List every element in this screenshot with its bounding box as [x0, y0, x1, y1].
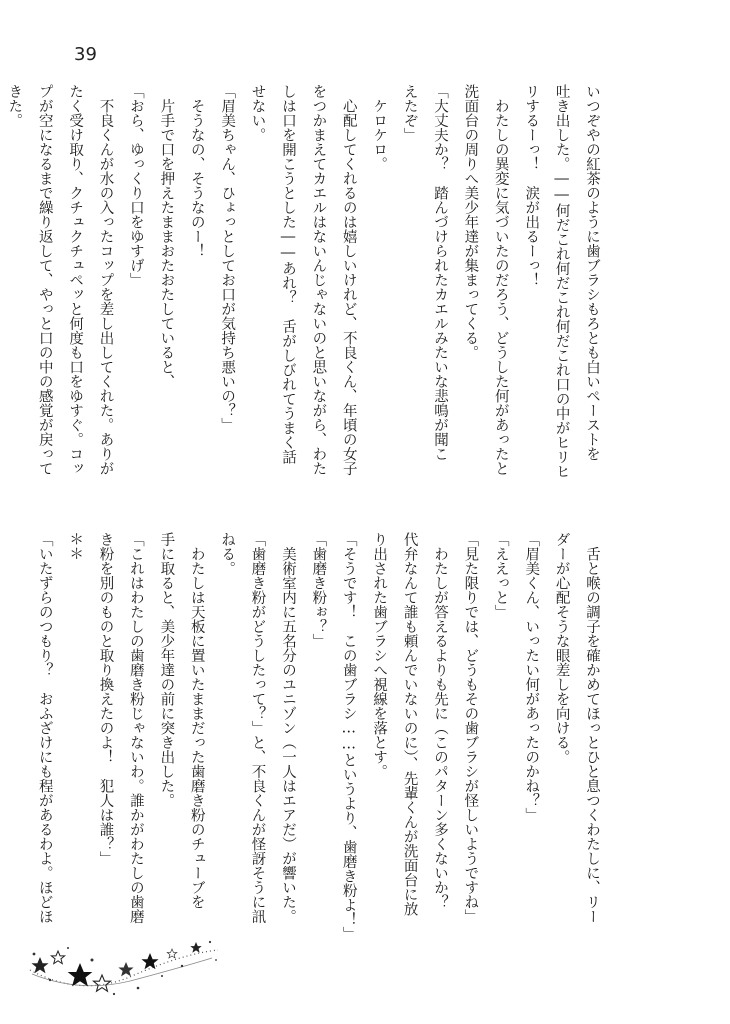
text-column: ねる。 [219, 532, 236, 576]
text-column: 「大丈夫か？ 踏んづけられたカエルみたいな悲鳴が聞こ [431, 84, 448, 461]
text-column: きた。 [6, 84, 23, 128]
text-column: わたしが答えるよりも先に（このパターン多くないか？ [431, 532, 448, 909]
text-column: 舌と喉の調子を確かめてほっとひと息つくわたしに、リー [584, 532, 600, 924]
text-column: 「見た限りでは、どうもその歯ブラシが怪しいようですね」 [462, 532, 479, 924]
text-column: たく受け取り、クチュクチュペッと何度も口をゆすぐ。コッ [67, 84, 84, 476]
text-column: 「眉美くん、いったい何があったのかね？」 [523, 532, 540, 822]
text-column: り出された歯ブラシへ視線を落とす。 [371, 532, 388, 779]
text-column: 吐き出した。――何だこれ何だこれ何だこれ口の中がヒリヒ [553, 84, 570, 479]
star-ornament-icon [22, 936, 222, 1008]
text-column: いつぞやの紅茶のように歯ブラシもろとも白いペーストを [584, 84, 600, 461]
text-column: 「歯磨き粉ぉ？」 [310, 532, 327, 648]
text-column: わたしは天板に置いたままだった歯磨き粉のチューブを [188, 532, 205, 909]
text-column: 「おら、ゆっくり口をゆすげ」 [127, 84, 144, 287]
upper-text-block [6, 84, 607, 502]
text-column: 「ええっと」 [492, 532, 509, 619]
text-column: き粉を別のものと取り換えたのよ！ 犯人は誰？」 [97, 532, 114, 866]
text-column: 不良くんが水の入ったコップを差し出してくれた。ありが [97, 84, 114, 476]
text-column: えたぞ」 [401, 84, 418, 142]
text-column: をつかまえてカエルはないんじゃないのと思いながら、わた [310, 84, 327, 476]
text-column: ＊＊ [67, 532, 84, 561]
page-number: 39 [74, 44, 97, 65]
text-column: 心配してくれるのは嬉しいけれど、不良くん、年頃の女子 [340, 84, 357, 476]
text-column: 「いたずらのつもり？ おふざけにも程があるわよ。ほどほ [36, 532, 53, 924]
lower-text-block [36, 532, 607, 941]
text-column: 手に取ると、美少年達の前に突き出した。 [158, 532, 175, 808]
text-column: 代弁なんて誰も頼んでいないのに）、先輩くんが洗面台に放 [401, 532, 418, 917]
text-column: せない。 [249, 84, 266, 142]
text-column: 「これはわたしの歯磨き粉じゃないわ。誰かがわたしの歯磨 [127, 532, 144, 924]
text-column: 「眉美ちゃん、ひょっとしてお口が気持ち悪いの？」 [219, 84, 236, 432]
text-column: 洗面台の周りへ美少年達が集まってくる。 [462, 84, 479, 360]
text-column: プが空になるまで繰り返して、やっと口の中の感覚が戻って [36, 84, 53, 476]
text-column: 片手で口を押えたままおたおたしていると、 [158, 84, 175, 389]
text-column: リするーっ！ 涙が出るーっ！ [523, 84, 540, 287]
text-column: 「歯磨き粉がどうしたって？」と、不良くんが怪訝そうに訊 [249, 532, 266, 924]
text-column: 「そうです！ この歯ブラシ……というより、歯磨き粉よ！」 [340, 532, 357, 941]
text-column: わたしの異変に気づいたのだろう、どうした何があったと [492, 84, 509, 476]
text-column: ケロケロ。 [371, 84, 388, 171]
text-column: 美術室内に五名分のユニゾン（一人はエアだ）が響いた。 [279, 532, 296, 924]
text-column: ダーが心配そうな眼差しを向ける。 [553, 532, 570, 764]
text-column: そうなの、そうなのー！ [188, 84, 205, 258]
text-column: しは口を開こうとした――あれ？ 舌がしびれてうまく話 [279, 84, 296, 464]
